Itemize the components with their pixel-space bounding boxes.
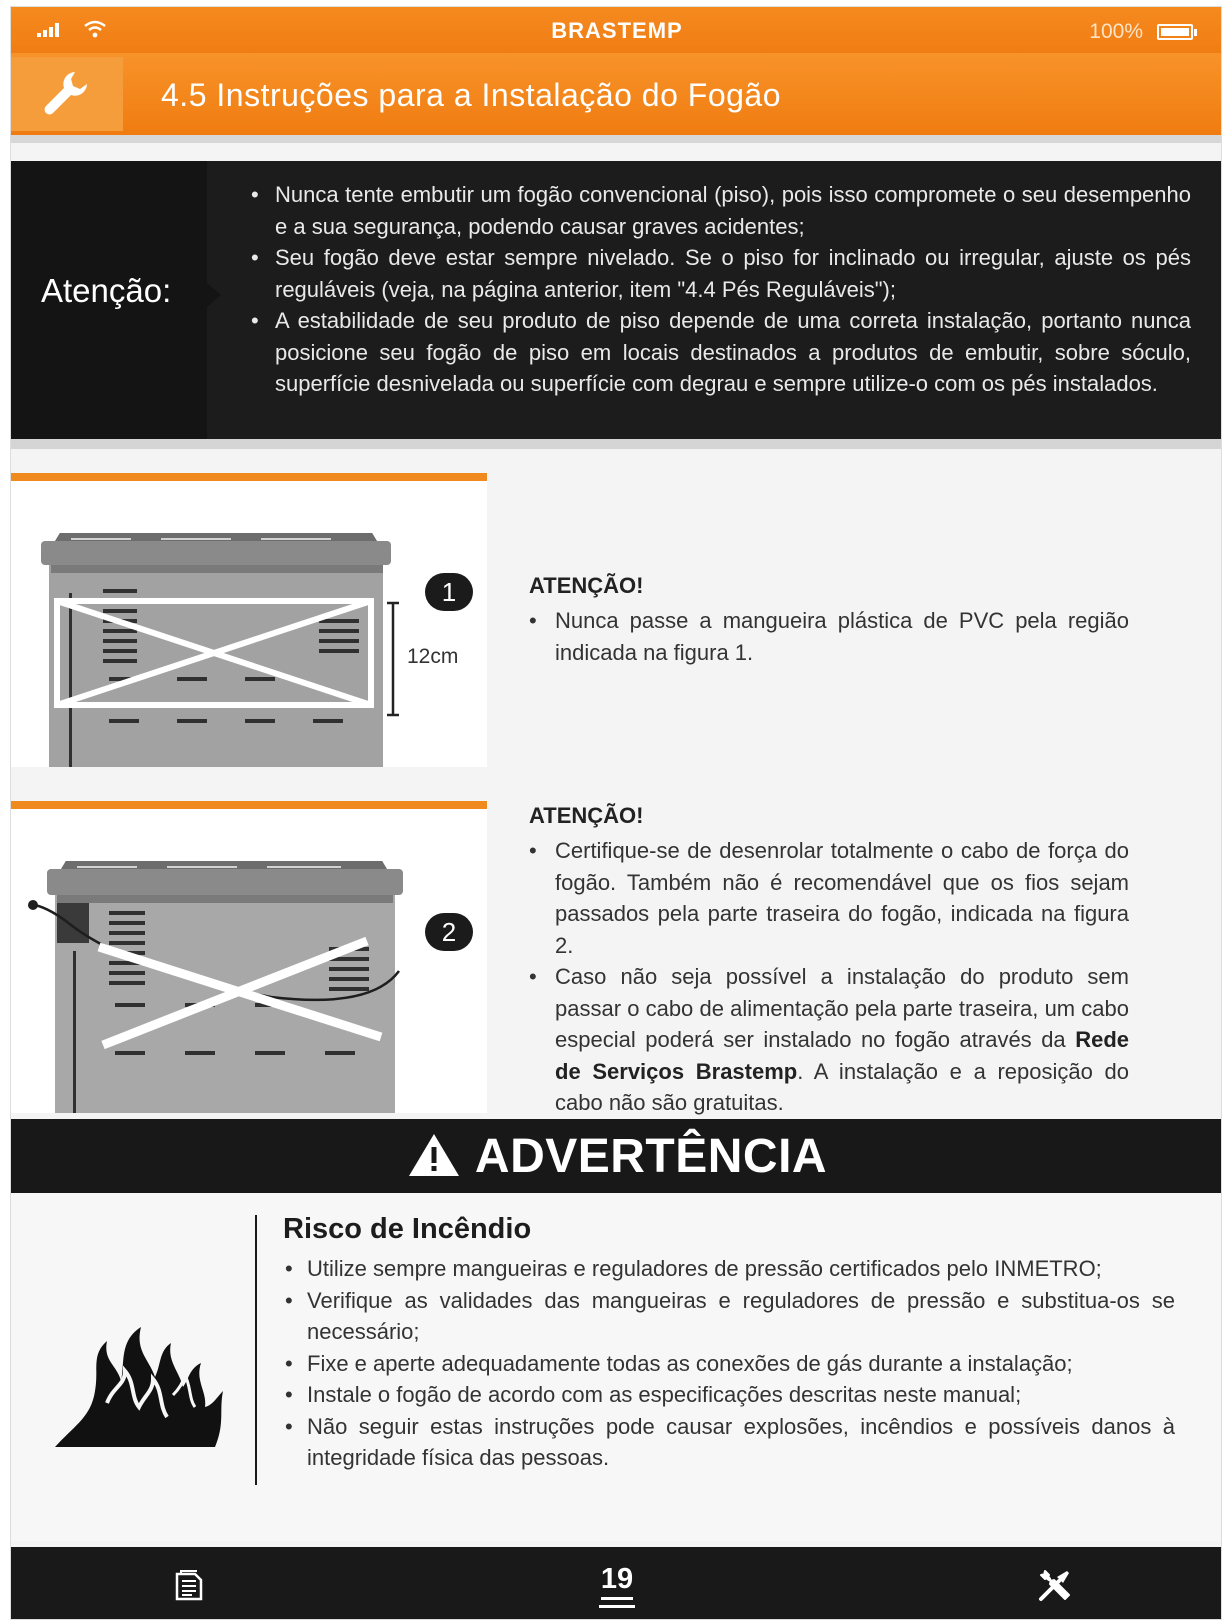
figure-1-note [529,573,1129,668]
tools-icon[interactable] [1037,1567,1073,1603]
orange-rule [11,473,487,481]
warning-banner [11,1119,1222,1193]
stove-back-cable-image [11,861,487,1113]
battery-icon [1157,24,1193,40]
section-icon-button[interactable] [11,57,123,131]
vertical-divider [255,1215,257,1485]
page-title: 4.5 Instruções para a Instalação do Fogão [161,77,781,113]
fire-risk-panel [11,1193,1222,1541]
status-bar [11,7,1222,53]
attention-list [251,179,1191,400]
figure-2-badge: 2 [425,913,473,951]
divider [11,135,1222,143]
service-network-name: Rede de Serviços Brastemp [555,1027,1129,1084]
fire-icon [55,1325,225,1449]
divider [11,439,1222,449]
figure-2 [11,801,487,1113]
dimension-label: 12cm [407,645,459,668]
page-frame [10,6,1222,1620]
list-item: • Utilize sempre mangueiras e reguladores de pressão certificados pelo INMETRO; [285,1253,1175,1285]
orange-rule [11,801,487,809]
figure-1-badge: 1 [425,573,473,611]
list-item: • Certifique-se de desenrolar totalmente o cabo de força do fogão. Também não é recomendável que os fios sejam passados pela parte traseira do fogão, indicada na figura 2. [529,835,1129,961]
list-item-text: Caso não seja possível a instalação do produto sem passar o cabo de alimentação pela parte traseira, um cabo especial poderá ser instalado no fogão através da [555,964,1129,1052]
figure-2-note [529,803,1129,1119]
battery-level: 100% [1089,20,1143,43]
brand-name: BRASTEMP [551,18,683,43]
page-underline [599,1605,635,1608]
attention-panel [11,161,1222,439]
dimension-bracket-icon [383,601,403,717]
note-list [529,605,1129,668]
wrench-icon [41,68,93,120]
list-item: • Seu fogão deve estar sempre nivelado. Se o piso for inclinado ou irregular, ajuste os pés reguláveis (veja, na página anterior, item "4.4 Pés Reguláveis"); [251,242,1191,305]
list-item: • Verifique as validades das mangueiras e reguladores de pressão e substitua-os se necessário; [285,1285,1175,1348]
list-item: • Não seguir estas instruções pode causar explosões, incêndios e possíveis danos à integridade física das pessoas. [285,1411,1175,1474]
attention-label: Atenção: [41,272,172,309]
warning-title: ADVERTÊNCIA [474,1130,828,1183]
list-item: • Nunca tente embutir um fogão convencional (piso), pois isso compromete o seu desempenho e a sua segurança, podendo causar graves acidentes; [251,179,1191,242]
note-list [529,835,1129,1119]
list-item: • Nunca passe a mangueira plástica de PVC pela região indicada na figura 1. [529,605,1129,668]
bottom-nav [11,1547,1222,1620]
page-number-text: 19 [601,1563,633,1600]
risk-list [285,1253,1175,1474]
note-heading: ATENÇÃO! [529,573,644,598]
title-bar [11,53,1222,135]
arrow-indicator [207,283,221,307]
list-item-text: . A instalação e a reposição do cabo não são gratuitas. [555,1058,1130,1115]
list-item [529,961,1129,1119]
figure-1 [11,473,487,767]
note-heading: ATENÇÃO! [529,803,644,828]
list-item: • Fixe e aperte adequadamente todas as conexões de gás durante a instalação; [285,1348,1175,1380]
risk-title: Risco de Incêndio [283,1213,532,1245]
list-item: • Instale o fogão de acordo com as especificações descritas neste manual; [285,1379,1175,1411]
list-item: • A estabilidade de seu produto de piso depende de uma correta instalação, portanto nunca posicione seu fogão de piso em locais destinados a produtos de embutir, sobre sóculo, superfície desnivelada ou superfície com degrau e sempre utilize-o com os pés instalados. [251,305,1191,400]
warning-triangle-icon [407,1132,461,1178]
